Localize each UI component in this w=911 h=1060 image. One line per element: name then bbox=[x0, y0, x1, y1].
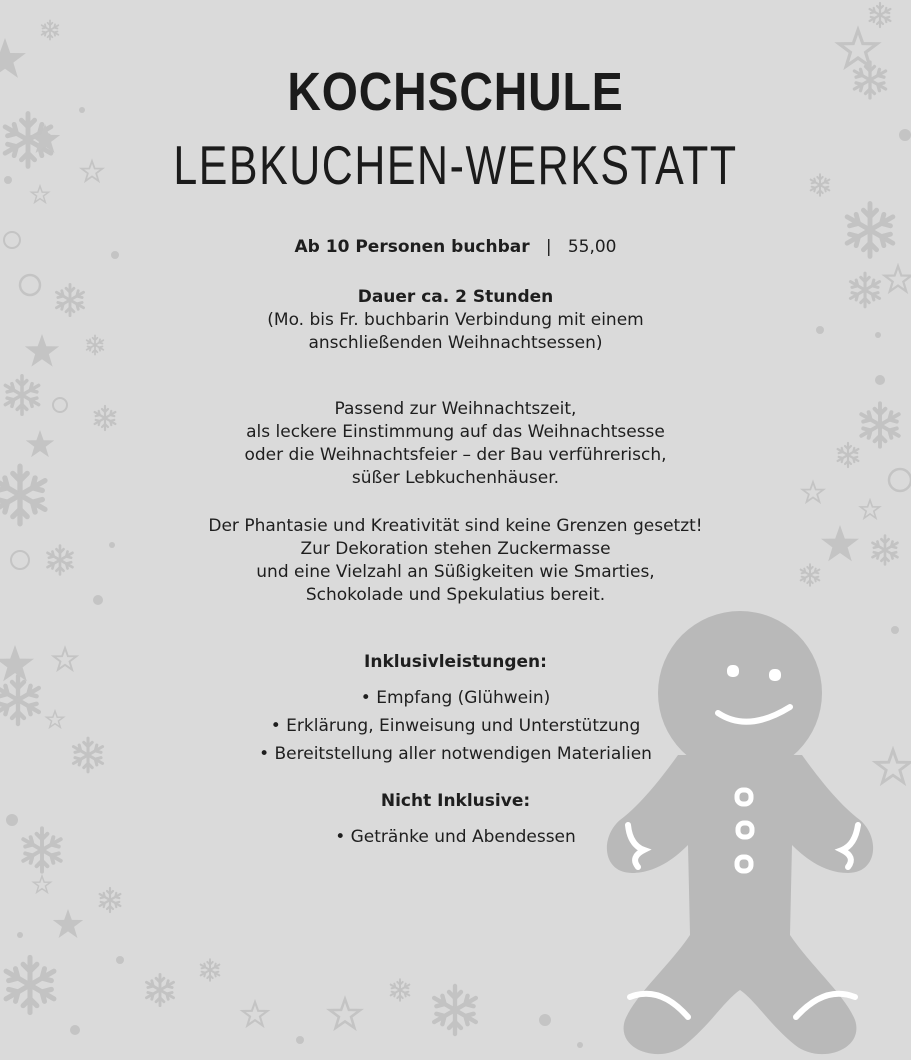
text-line: süßer Lebkuchenhäuser. bbox=[351, 468, 560, 488]
pricing-line bbox=[0, 236, 911, 259]
excluded-list bbox=[0, 825, 911, 849]
text-line: Der Phantasie und Kreativität sind keine Grenzen gesetzt! bbox=[208, 516, 703, 536]
list-item: • Getränke und Abendessen bbox=[335, 827, 576, 847]
list-item: • Empfang (Glühwein) bbox=[360, 688, 551, 708]
list-item: • Bereitstellung aller notwendigen Materialien bbox=[259, 744, 652, 764]
description-paragraph bbox=[0, 398, 911, 490]
excluded-heading: Nicht Inklusive: bbox=[380, 791, 531, 811]
text-line: als leckere Einstimmung auf das Weihnachtsesse bbox=[246, 422, 665, 442]
text-line: oder die Weihnachtsfeier – der Bau verführerisch, bbox=[244, 445, 667, 465]
description-paragraph bbox=[0, 515, 911, 607]
included-list bbox=[0, 684, 911, 768]
text-line: Zur Dekoration stehen Zuckermasse bbox=[300, 539, 611, 559]
price-separator: | bbox=[545, 237, 552, 257]
price: 55,00 bbox=[567, 237, 617, 257]
booking-info: Ab 10 Personen buchbar bbox=[294, 237, 530, 257]
included-heading: Inklusivleistungen: bbox=[364, 652, 547, 672]
text-line: Schokolade und Spekulatius bereit. bbox=[305, 585, 606, 605]
text-line: und eine Vielzahl an Süßigkeiten wie Smarties, bbox=[256, 562, 655, 582]
list-item: • Erklärung, Einweisung und Unterstützung bbox=[270, 716, 641, 736]
page-subtitle: LEBKUCHEN-WERKSTATT bbox=[173, 134, 738, 196]
duration-note-line: anschließenden Weihnachtsessen) bbox=[308, 333, 603, 353]
page-title: KOCHSCHULE bbox=[287, 62, 624, 122]
duration-label: Dauer ca. 2 Stunden bbox=[357, 287, 554, 307]
duration-info bbox=[0, 286, 911, 355]
duration-note-line: (Mo. bis Fr. buchbarin Verbindung mit einem bbox=[267, 310, 644, 330]
text-line: Passend zur Weihnachtszeit, bbox=[334, 399, 577, 419]
